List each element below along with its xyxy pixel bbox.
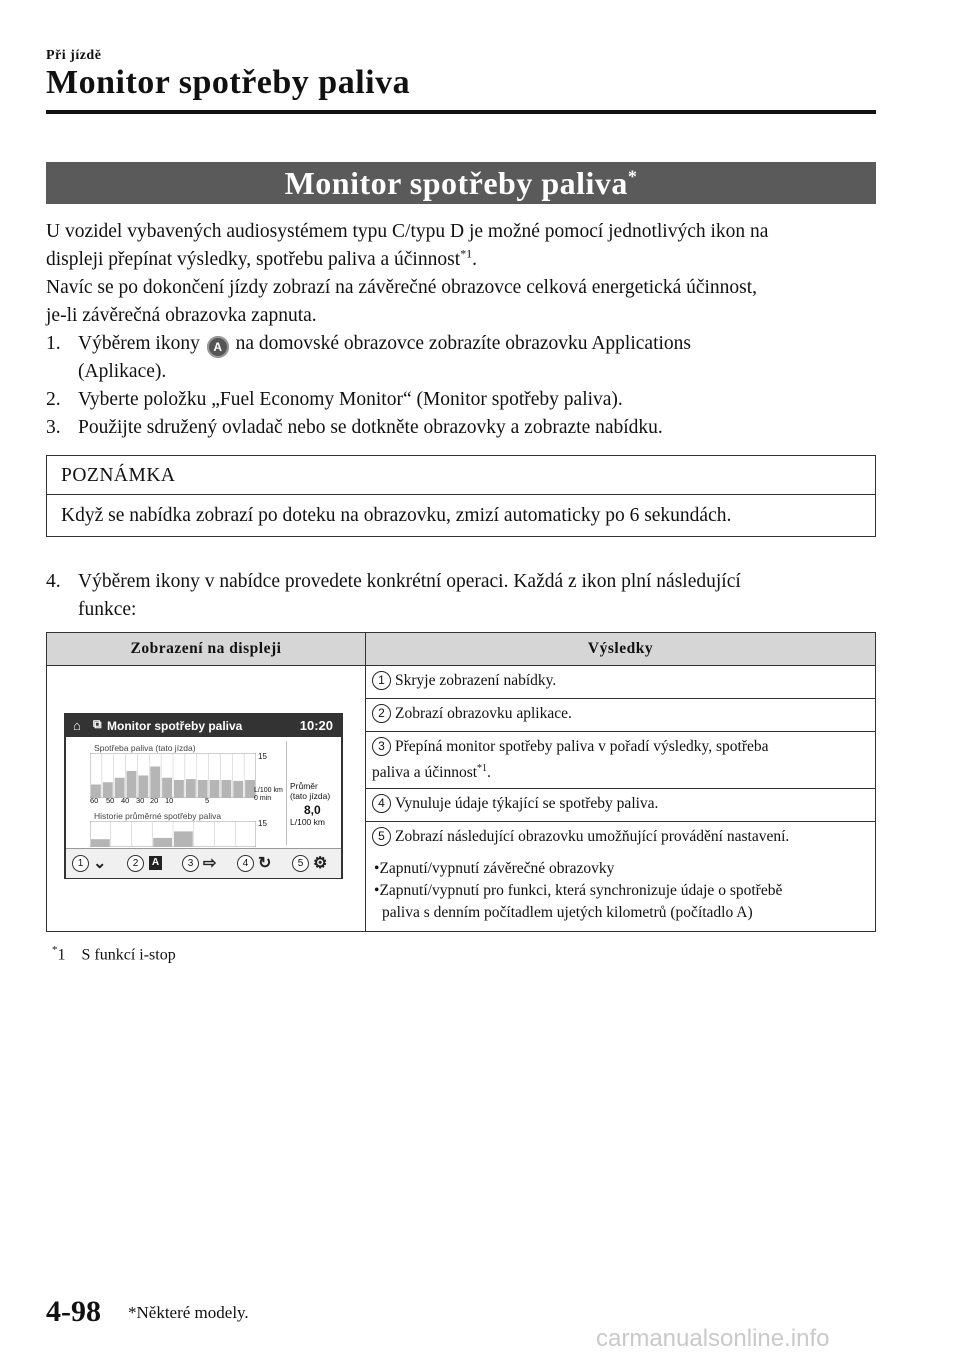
step-text-cont: (Aplikace). (78, 361, 167, 382)
chart2-ymax: 15 (258, 819, 267, 828)
callout-number: 5 (372, 827, 391, 846)
step-text: Vyberte položku „Fuel Economy Monitor“ (Monitor spotřeby paliva). (78, 389, 623, 410)
menu-item-1[interactable] (72, 854, 122, 874)
heading-rule (46, 110, 876, 114)
gear-icon: ⚙ (313, 855, 328, 872)
result-cell (366, 666, 876, 699)
average-value: 8,0 (304, 803, 321, 817)
bullet-text: Zapnutí/vypnutí závěrečné obrazovky (379, 860, 615, 878)
result-cell (366, 822, 876, 932)
average-sublabel: (tato jízda) (290, 791, 331, 801)
chart-bar (174, 831, 193, 847)
page-number: 4-98 (46, 1295, 101, 1328)
intro-paragraph-2 (46, 274, 881, 330)
x-tick-label: 30 (136, 796, 145, 805)
note-title: POZNÁMKA (47, 456, 875, 495)
intro-paragraph-1 (46, 218, 881, 274)
bullet-text: paliva s denním počítadlem ujetých kilometrů (počítadlo A) (382, 904, 753, 922)
watermark: carmanualsonline.info (596, 1325, 830, 1352)
bullet-text: Zapnutí/vypnutí pro funkci, která synchronizuje údaje o spotřebě (379, 882, 783, 900)
note-box (46, 455, 876, 537)
window-icon: ⧉ (93, 717, 102, 731)
optional-mark: * (627, 166, 638, 187)
callout-number: 4 (237, 855, 254, 872)
step-number: 3. (46, 417, 61, 438)
screen-header (66, 715, 341, 737)
step-text: Použijte sdružený ovladač nebo se dotkněte obrazovky a zobrazte nabídku. (78, 417, 663, 438)
x-tick-label: 40 (121, 796, 130, 805)
step-text: na domovské obrazovce zobrazíte obrazovku Applications (235, 333, 691, 354)
footnote-ref: *1 (460, 246, 473, 261)
callout-number: 3 (372, 737, 391, 756)
models-note: *Některé modely. (128, 1303, 249, 1322)
callout-number: 4 (372, 794, 391, 813)
fuel-consumption-chart (90, 753, 256, 798)
average-label: Průměr (290, 781, 318, 791)
footnote-ref: *1 (477, 763, 488, 774)
result-bullet: •Zapnutí/vypnutí závěrečné obrazovky (374, 860, 615, 878)
applications-icon: A (207, 336, 229, 358)
result-text: Přepíná monitor spotřeby paliva v pořadí výsledky, spotřeba (395, 738, 769, 755)
page-heading: Monitor spotřeby paliva (46, 64, 411, 101)
chart-bar (127, 771, 137, 798)
average-divider (286, 741, 287, 845)
step-text-cont: funkce: (78, 599, 137, 620)
x-tick-label: 50 (106, 796, 115, 805)
menu-item-2[interactable] (127, 854, 177, 874)
intro-line: Navíc se po dokončení jízdy zobrazí na závěrečné obrazovce celková energetická účinnost, (46, 277, 758, 298)
x-tick-label: 60 (90, 796, 99, 805)
footnote-mark: * (52, 944, 58, 956)
footnote (52, 944, 176, 964)
table-row (47, 666, 876, 699)
note-text: Když se nabídka zobrazí po doteku na obrazovku, zmizí automaticky po 6 sekundách. (61, 505, 732, 526)
result-text: Zobrazí následující obrazovku umožňující provádění nastavení. (395, 828, 790, 846)
step-text: Výběrem ikony v nabídce provedete konkrétní operaci. Každá z ikon plní následující (78, 571, 741, 592)
step-4 (46, 568, 881, 624)
fuel-history-chart (90, 821, 256, 847)
step-number: 2. (46, 389, 61, 410)
x-tick-label: 10 (165, 796, 174, 805)
chart-bar (150, 767, 160, 799)
average-unit: L/100 km (290, 817, 325, 827)
footnote-number: 1 (57, 946, 66, 964)
result-text: paliva a účinnost (372, 764, 478, 782)
callout-number: 2 (127, 855, 144, 872)
intro-line-end: . (472, 249, 477, 270)
home-icon: ⌂ (73, 718, 81, 733)
chart1-zero: 0 min (254, 795, 272, 802)
chart-bar (153, 838, 172, 847)
step-3 (46, 414, 881, 442)
chart2-label: Historie průměrné spotřeby paliva (94, 811, 222, 821)
section-label: Při jízdě (46, 48, 102, 63)
callout-number: 1 (72, 855, 89, 872)
chart-bar (162, 778, 172, 798)
step-number: 1. (46, 333, 61, 354)
result-text-end: . (487, 764, 491, 782)
table-header-display: Zobrazení na displeji (47, 633, 366, 666)
chart1-label: Spotřeba paliva (tato jízda) (94, 743, 196, 753)
result-bullet: •Zapnutí/vypnutí pro funkci, která synchronizuje údaje o spotřebě (374, 882, 783, 900)
step-number: 4. (46, 571, 61, 592)
callout-number: 2 (372, 704, 391, 723)
result-cell (366, 699, 876, 732)
menu-item-4[interactable] (237, 854, 287, 874)
intro-line: displeji přepínat výsledky, spotřebu paliva a účinnost (46, 249, 461, 270)
result-cell (366, 789, 876, 822)
intro-line: U vozidel vybavených audiosystémem typu C/typu D je možné pomocí jednotlivých ikon na (46, 221, 769, 242)
section-title: Monitor spotřeby paliva (284, 165, 628, 201)
chart1-unit: L/100 km (254, 787, 283, 794)
screen-title: Monitor spotřeby paliva (107, 719, 243, 733)
result-text: Skryje zobrazení nabídky. (395, 672, 557, 689)
menu-item-3[interactable] (182, 854, 232, 874)
footnote-text: S funkcí i-stop (81, 946, 176, 964)
callout-number: 1 (372, 671, 391, 690)
result-text: Vynuluje údaje týkající se spotřeby paliva. (395, 795, 659, 813)
result-text: Zobrazí obrazovku aplikace. (395, 705, 572, 722)
chart-bar (91, 839, 110, 847)
x-axis-ticks (90, 796, 256, 806)
chart1-ymax: 15 (258, 752, 267, 761)
result-bullet (372, 902, 869, 924)
section-title-bar (46, 162, 876, 204)
callout-number: 5 (292, 855, 309, 872)
fuel-monitor-screen (64, 713, 343, 879)
menu-item-5[interactable] (292, 854, 342, 874)
step-1 (46, 330, 881, 386)
table-header-results: Výsledky (366, 633, 876, 666)
x-tick-label: 5 (205, 796, 210, 805)
chart-bar (138, 776, 148, 799)
switch-screen-icon: ⇨ (203, 855, 217, 872)
screen-clock: 10:20 (299, 718, 333, 733)
result-cell (366, 732, 876, 789)
menu-bar (66, 848, 341, 878)
step-2 (46, 386, 881, 414)
reset-icon: ↻ (258, 855, 272, 872)
step-text: Výběrem ikony (78, 333, 200, 354)
callout-number: 3 (182, 855, 199, 872)
applications-icon: A (149, 856, 162, 870)
x-tick-label: 20 (150, 796, 159, 805)
chart-bar (115, 778, 125, 798)
intro-line: je-li závěrečná obrazovka zapnuta. (46, 305, 317, 326)
chevron-down-icon: ⌄ (93, 855, 107, 872)
